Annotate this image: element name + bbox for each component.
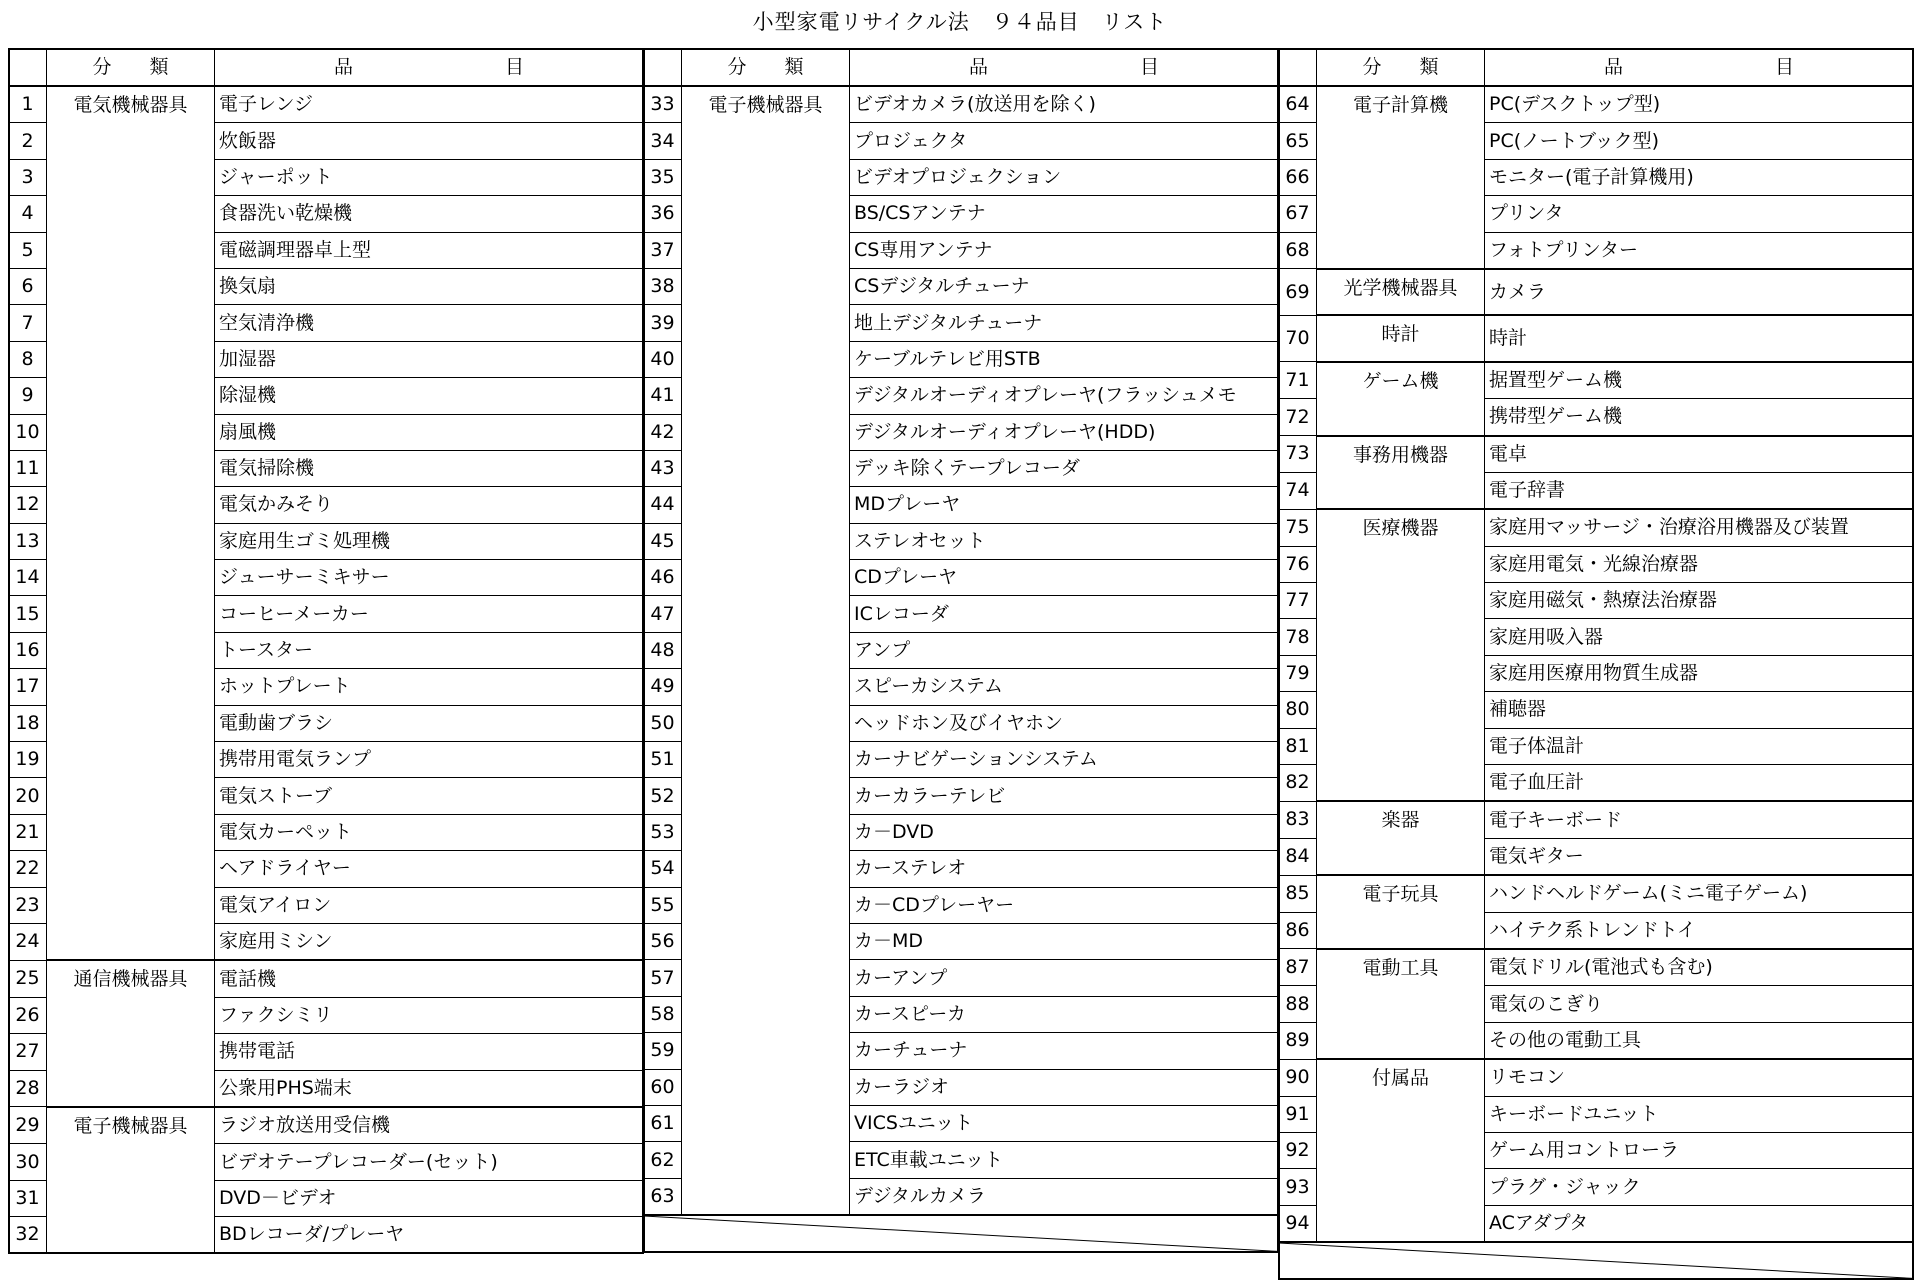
- item-number: 18: [9, 705, 47, 741]
- header-item: 品 目: [850, 49, 1279, 87]
- category-cell: 付属品: [1317, 1059, 1485, 1242]
- blank-row: [1279, 1242, 1914, 1279]
- item-number: 25: [9, 960, 47, 997]
- table-row: [1279, 362, 1914, 399]
- item-name: ステレオセット: [850, 523, 1279, 559]
- item-name: 補聴器: [1485, 692, 1914, 728]
- item-number: 80: [1279, 692, 1317, 728]
- table-row: [9, 1107, 644, 1144]
- item-name: プリンタ: [1485, 196, 1914, 232]
- item-number: 13: [9, 523, 47, 559]
- item-name: 携帯型ゲーム機: [1485, 399, 1914, 436]
- table-row: [1279, 801, 1914, 838]
- item-number: 36: [644, 196, 682, 232]
- item-number: 67: [1279, 196, 1317, 232]
- item-name: 家庭用磁気・熱療法治療器: [1485, 583, 1914, 619]
- item-name: ビデオプロジェクション: [850, 159, 1279, 195]
- item-number: 84: [1279, 838, 1317, 875]
- item-number: 68: [1279, 232, 1317, 269]
- item-name: 電卓: [1485, 436, 1914, 473]
- item-number: 93: [1279, 1169, 1317, 1205]
- item-number: 32: [9, 1217, 47, 1253]
- item-number: 56: [644, 923, 682, 959]
- item-name: 電気アイロン: [215, 887, 644, 923]
- item-name: 電気ドリル(電池式も含む): [1485, 949, 1914, 986]
- category-cell: 電子機械器具: [47, 1107, 215, 1253]
- item-name: モニター(電子計算機用): [1485, 159, 1914, 195]
- category-cell: 電気機械器具: [47, 86, 215, 960]
- table-row: [1279, 86, 1914, 123]
- item-number: 86: [1279, 912, 1317, 949]
- item-number: 79: [1279, 655, 1317, 691]
- item-number: 16: [9, 632, 47, 668]
- item-number: 37: [644, 232, 682, 268]
- item-name: 電気ギター: [1485, 838, 1914, 875]
- item-number: 3: [9, 159, 47, 195]
- item-number: 82: [1279, 765, 1317, 802]
- item-name: DVD－ビデオ: [215, 1180, 644, 1216]
- item-name: 家庭用吸入器: [1485, 619, 1914, 655]
- item-number: 73: [1279, 436, 1317, 473]
- item-number: 49: [644, 669, 682, 705]
- item-name: ハイテク系トレンドトイ: [1485, 912, 1914, 949]
- item-name: スピーカシステム: [850, 669, 1279, 705]
- item-name: カーカラーテレビ: [850, 778, 1279, 814]
- table-row: [9, 86, 644, 123]
- table-row: [1279, 269, 1914, 315]
- item-number: 35: [644, 159, 682, 195]
- item-name: VICSユニット: [850, 1105, 1279, 1141]
- item-table-1: [8, 48, 644, 1254]
- category-cell: ゲーム機: [1317, 362, 1485, 436]
- item-number: 34: [644, 123, 682, 159]
- item-number: 38: [644, 268, 682, 304]
- item-number: 30: [9, 1144, 47, 1180]
- item-name: 地上デジタルチューナ: [850, 305, 1279, 341]
- item-name: ラジオ放送用受信機: [215, 1107, 644, 1144]
- item-name: ケーブルテレビ用STB: [850, 341, 1279, 377]
- category-cell: 電動工具: [1317, 949, 1485, 1059]
- item-name: カ－CDプレーヤー: [850, 887, 1279, 923]
- item-name: ハンドヘルドゲーム(ミニ電子ゲーム): [1485, 875, 1914, 912]
- item-number: 9: [9, 378, 47, 414]
- item-number: 39: [644, 305, 682, 341]
- item-name: 家庭用マッサージ・治療浴用機器及び装置: [1485, 509, 1914, 546]
- table-row: [1279, 949, 1914, 986]
- item-name: 電気カーペット: [215, 814, 644, 850]
- item-number: 89: [1279, 1022, 1317, 1059]
- item-name: 電気のこぎり: [1485, 986, 1914, 1022]
- item-name: カーステレオ: [850, 851, 1279, 887]
- item-number: 69: [1279, 269, 1317, 315]
- diagonal-line: [644, 1216, 1278, 1251]
- item-name: デジタルオーディオプレーヤ(HDD): [850, 414, 1279, 450]
- item-number: 11: [9, 450, 47, 486]
- item-number: 76: [1279, 546, 1317, 582]
- item-name: カーナビゲーションシステム: [850, 742, 1279, 778]
- item-number: 91: [1279, 1096, 1317, 1132]
- table-row: [1279, 875, 1914, 912]
- item-number: 63: [644, 1178, 682, 1215]
- item-name: ICレコーダ: [850, 596, 1279, 632]
- item-number: 22: [9, 851, 47, 887]
- item-name: 扇風機: [215, 414, 644, 450]
- item-number: 74: [1279, 472, 1317, 509]
- item-name: デジタルオーディオプレーヤ(フラッシュメモ: [850, 378, 1279, 414]
- item-number: 4: [9, 196, 47, 232]
- item-number: 10: [9, 414, 47, 450]
- item-number: 85: [1279, 875, 1317, 912]
- item-name: カ－DVD: [850, 814, 1279, 850]
- item-number: 31: [9, 1180, 47, 1216]
- item-name: 電子辞書: [1485, 472, 1914, 509]
- item-name: その他の電動工具: [1485, 1022, 1914, 1059]
- item-name: キーボードユニット: [1485, 1096, 1914, 1132]
- item-number: 15: [9, 596, 47, 632]
- item-number: 47: [644, 596, 682, 632]
- item-number: 1: [9, 86, 47, 123]
- item-number: 33: [644, 86, 682, 123]
- item-name: PC(デスクトップ型): [1485, 86, 1914, 123]
- item-name: ヘアドライヤー: [215, 851, 644, 887]
- item-name: 電子キーボード: [1485, 801, 1914, 838]
- item-number: 19: [9, 742, 47, 778]
- item-number: 12: [9, 487, 47, 523]
- item-table-2: [643, 48, 1279, 1253]
- item-number: 45: [644, 523, 682, 559]
- item-name: CSデジタルチューナ: [850, 268, 1279, 304]
- header-number: [9, 49, 47, 87]
- item-number: 23: [9, 887, 47, 923]
- blank-cell: [1279, 1242, 1914, 1279]
- item-name: 家庭用電気・光線治療器: [1485, 546, 1914, 582]
- item-name: カーチューナ: [850, 1033, 1279, 1069]
- item-name: トースター: [215, 632, 644, 668]
- item-name: ETC車載ユニット: [850, 1142, 1279, 1178]
- item-number: 65: [1279, 123, 1317, 159]
- item-number: 26: [9, 997, 47, 1033]
- item-number: 43: [644, 450, 682, 486]
- item-number: 48: [644, 632, 682, 668]
- category-cell: 電子機械器具: [682, 86, 850, 1215]
- item-name: 電気掃除機: [215, 450, 644, 486]
- blank-row: [644, 1215, 1279, 1252]
- header-item: 品 目: [1485, 49, 1914, 87]
- item-name: プラグ・ジャック: [1485, 1169, 1914, 1205]
- item-number: 58: [644, 996, 682, 1032]
- item-number: 46: [644, 560, 682, 596]
- item-name: 空気清浄機: [215, 305, 644, 341]
- header-category: 分 類: [47, 49, 215, 87]
- item-number: 87: [1279, 949, 1317, 986]
- item-number: 6: [9, 268, 47, 304]
- item-name: 電子レンジ: [215, 86, 644, 123]
- item-number: 94: [1279, 1205, 1317, 1242]
- item-number: 54: [644, 851, 682, 887]
- item-number: 50: [644, 705, 682, 741]
- item-name: ジャーポット: [215, 159, 644, 195]
- item-name: 炊飯器: [215, 123, 644, 159]
- item-name: アンプ: [850, 632, 1279, 668]
- item-name: 電動歯ブラシ: [215, 705, 644, 741]
- item-number: 53: [644, 814, 682, 850]
- category-cell: 事務用機器: [1317, 436, 1485, 510]
- item-number: 41: [644, 378, 682, 414]
- page-title: 小型家電リサイクル法 ９４品目 リスト: [752, 10, 1168, 34]
- item-number: 92: [1279, 1132, 1317, 1168]
- item-number: 42: [644, 414, 682, 450]
- item-name: BS/CSアンテナ: [850, 196, 1279, 232]
- item-name: カースピーカ: [850, 996, 1279, 1032]
- header-category: 分 類: [1317, 49, 1485, 87]
- table-row: [1279, 315, 1914, 361]
- header-number: [1279, 49, 1317, 87]
- item-name: 携帯用電気ランプ: [215, 742, 644, 778]
- item-name: ジューサーミキサー: [215, 560, 644, 596]
- table-row: [9, 960, 644, 997]
- item-number: 20: [9, 778, 47, 814]
- item-name: 時計: [1485, 315, 1914, 361]
- item-number: 21: [9, 814, 47, 850]
- item-table-3: [1278, 48, 1914, 1280]
- item-number: 78: [1279, 619, 1317, 655]
- item-number: 57: [644, 960, 682, 996]
- item-name: ホットプレート: [215, 669, 644, 705]
- item-number: 77: [1279, 583, 1317, 619]
- item-number: 59: [644, 1033, 682, 1069]
- item-name: CDプレーヤ: [850, 560, 1279, 596]
- item-number: 64: [1279, 86, 1317, 123]
- item-name: 家庭用ミシン: [215, 923, 644, 960]
- category-cell: 電子玩具: [1317, 875, 1485, 949]
- item-name: 電話機: [215, 960, 644, 997]
- item-number: 5: [9, 232, 47, 268]
- item-name: ACアダプタ: [1485, 1205, 1914, 1242]
- category-cell: 医療機器: [1317, 509, 1485, 801]
- item-number: 62: [644, 1142, 682, 1178]
- category-cell: 楽器: [1317, 801, 1485, 875]
- item-name: フォトプリンター: [1485, 232, 1914, 269]
- item-number: 27: [9, 1034, 47, 1070]
- item-name: 家庭用医療用物質生成器: [1485, 655, 1914, 691]
- item-name: カーアンプ: [850, 960, 1279, 996]
- category-cell: 通信機械器具: [47, 960, 215, 1107]
- item-number: 61: [644, 1105, 682, 1141]
- blank-cell: [644, 1215, 1279, 1252]
- item-name: ファクシミリ: [215, 997, 644, 1033]
- item-name: カーラジオ: [850, 1069, 1279, 1105]
- item-number: 51: [644, 742, 682, 778]
- item-number: 71: [1279, 362, 1317, 399]
- diagonal-line: [1279, 1243, 1913, 1278]
- item-number: 8: [9, 341, 47, 377]
- category-cell: 時計: [1317, 315, 1485, 361]
- item-name: 電子体温計: [1485, 728, 1914, 764]
- item-number: 70: [1279, 315, 1317, 361]
- category-cell: 光学機械器具: [1317, 269, 1485, 315]
- item-name: プロジェクタ: [850, 123, 1279, 159]
- table-row: [644, 86, 1279, 123]
- item-number: 60: [644, 1069, 682, 1105]
- item-number: 75: [1279, 509, 1317, 546]
- item-number: 28: [9, 1070, 47, 1107]
- item-number: 66: [1279, 159, 1317, 195]
- item-number: 83: [1279, 801, 1317, 838]
- item-name: リモコン: [1485, 1059, 1914, 1096]
- item-name: 携帯電話: [215, 1034, 644, 1070]
- item-name: 加湿器: [215, 341, 644, 377]
- item-number: 52: [644, 778, 682, 814]
- header-number: [644, 49, 682, 87]
- item-name: MDプレーヤ: [850, 487, 1279, 523]
- item-name: デッキ除くテープレコーダ: [850, 450, 1279, 486]
- table-row: [1279, 509, 1914, 546]
- item-name: 公衆用PHS端末: [215, 1070, 644, 1107]
- item-name: PC(ノートブック型): [1485, 123, 1914, 159]
- item-name: ゲーム用コントローラ: [1485, 1132, 1914, 1168]
- item-name: 据置型ゲーム機: [1485, 362, 1914, 399]
- item-number: 44: [644, 487, 682, 523]
- item-number: 40: [644, 341, 682, 377]
- item-number: 14: [9, 560, 47, 596]
- item-name: 電磁調理器卓上型: [215, 232, 644, 268]
- category-cell: 電子計算機: [1317, 86, 1485, 269]
- item-name: デジタルカメラ: [850, 1178, 1279, 1215]
- item-number: 7: [9, 305, 47, 341]
- item-number: 72: [1279, 399, 1317, 436]
- table-row: [1279, 1059, 1914, 1096]
- item-name: 換気扇: [215, 268, 644, 304]
- item-name: ビデオカメラ(放送用を除く): [850, 86, 1279, 123]
- item-number: 2: [9, 123, 47, 159]
- item-number: 24: [9, 923, 47, 960]
- header-item: 品 目: [215, 49, 644, 87]
- item-name: 電気ストーブ: [215, 778, 644, 814]
- item-name: ビデオテープレコーダー(セット): [215, 1144, 644, 1180]
- item-name: ヘッドホン及びイヤホン: [850, 705, 1279, 741]
- item-name: コーヒーメーカー: [215, 596, 644, 632]
- item-number: 90: [1279, 1059, 1317, 1096]
- item-number: 29: [9, 1107, 47, 1144]
- item-name: 電子血圧計: [1485, 765, 1914, 802]
- header-category: 分 類: [682, 49, 850, 87]
- item-number: 17: [9, 669, 47, 705]
- item-number: 88: [1279, 986, 1317, 1022]
- item-name: CS専用アンテナ: [850, 232, 1279, 268]
- item-name: カメラ: [1485, 269, 1914, 315]
- item-name: BDレコーダ/プレーヤ: [215, 1217, 644, 1253]
- item-name: 除湿機: [215, 378, 644, 414]
- item-name: カ－MD: [850, 923, 1279, 959]
- item-name: 家庭用生ゴミ処理機: [215, 523, 644, 559]
- item-name: 電気かみそり: [215, 487, 644, 523]
- item-name: 食器洗い乾燥機: [215, 196, 644, 232]
- item-number: 55: [644, 887, 682, 923]
- table-row: [1279, 436, 1914, 473]
- item-number: 81: [1279, 728, 1317, 764]
